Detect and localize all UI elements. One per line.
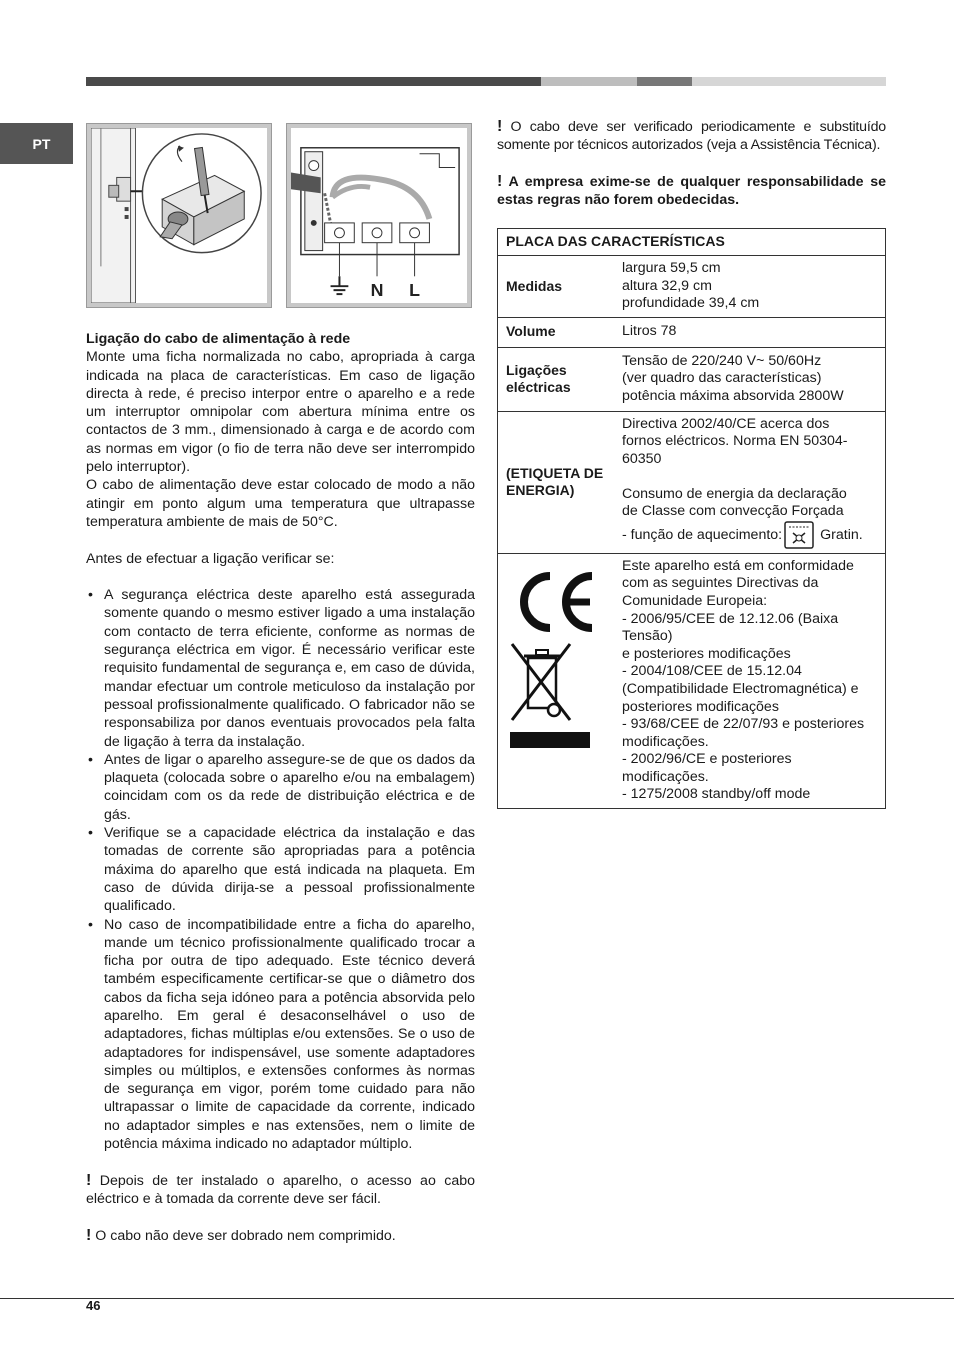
neutral-label: N bbox=[370, 280, 384, 301]
terminal-box-illustration bbox=[91, 128, 267, 303]
paragraph: Antes de efectuar a ligação verificar se: bbox=[86, 550, 335, 567]
list-item: • A segurança eléctrica deste aparelho está assegurada somente quando o mesmo estiver ligado a uma instalação com contacto de terra eficiente, conforme as normas de segurança eléctrica em vigor. É necessário verificar este requisito fundamental de segurança e, em caso de dúvida, mandar efectuar um controle meticuloso da instalação por pessoal profissionalmente qualificado. O fabricador não se responsabiliza por danos eventuais provocados pela falta de ligação à terra da instalação. bbox=[86, 586, 475, 751]
warning-note: ! Depois de ter instalado o aparelho, o acesso ao cabo eléctrico e à tomada da corrente deve ser fácil. bbox=[86, 1171, 475, 1207]
ce-mark-icon bbox=[506, 562, 596, 752]
ce-weee-symbols bbox=[498, 553, 615, 808]
left-column bbox=[86, 330, 475, 1245]
table-title: PLACA DAS CARACTERÍSTICAS bbox=[498, 229, 886, 256]
warning-mark: ! bbox=[86, 1171, 92, 1189]
page-number: 46 bbox=[86, 1298, 101, 1313]
warning-mark: ! bbox=[497, 172, 503, 190]
language-tab: PT bbox=[0, 123, 73, 164]
footer-rule bbox=[0, 1298, 954, 1299]
row-value: Litros 78 bbox=[614, 317, 886, 347]
checklist bbox=[86, 586, 475, 1153]
header-color-bar bbox=[86, 77, 886, 86]
paragraph: Monte uma ficha normalizada no cabo, apropriada à carga indicada na placa de características. Em caso de ligação directa à rede, é preciso interpor entre o aparelho e a rede um interruptor omnipolar com abertura mínima entre os contactos de 3 mm., dimensionado à carga e de acordo com as normas em vigor (o fio de terra não deve ser interrompido pelo interruptor). bbox=[86, 349, 475, 476]
row-value: largura 59,5 cm altura 32,9 cm profundidade 39,4 cm bbox=[614, 256, 886, 318]
row-key: Ligações eléctricas bbox=[498, 347, 615, 411]
section-heading: Ligação do cabo de alimentação à rede bbox=[86, 331, 351, 347]
warning-note: ! O cabo deve ser verificado periodicamente e substituído somente por técnicos autorizados (veja a Assistência Técnica). bbox=[497, 118, 886, 154]
row-value: Directiva 2002/40/CE acerca dos fornos eléctricos. Norma EN 50304-60350 Consumo de energia da declaração de Classe com convecção Forçada - função de aquecimento: Gratin. bbox=[614, 411, 886, 553]
row-key: Volume bbox=[498, 317, 615, 347]
figure-terminal-block-wiring bbox=[286, 123, 472, 308]
list-item: • No caso de incompatibilidade entre a ficha do aparelho, mande um técnico profissionalmente qualificado trocar a ficha por outra de tipo adequado. Este técnico deverá também especificamente certificar-se que o diâmetro dos cabos da ficha seja idóneo para a potência absorvida pelo aparelho. Em geral é desaconselhável o uso de adaptadores, fichas múltiplas e/ou extensões. Se o uso de adaptadores for indispensável, use somente adaptadores simples ou múltiplos, e extensões conformes às normas de segurança em vigor, porém tome cuidado para não ultrapassar o limite de capacidade da corrente, indicado no adaptador simples e nas extensões, nem o limite de potência máxima indicado no adaptador múltiplo. bbox=[86, 916, 475, 1154]
paragraph: O cabo de alimentação deve estar colocado de modo a não atingir em ponto algum uma temperatura que ultrapasse temperatura ambiente de mais de 50°C. bbox=[86, 477, 475, 530]
right-column bbox=[497, 118, 886, 209]
row-value: Tensão de 220/240 V~ 50/60Hz (ver quadro das características) potência máxima absorvida 2800W bbox=[614, 347, 886, 411]
warning-mark: ! bbox=[497, 118, 503, 135]
ce-compliance-text: Este aparelho está em conformidade com as seguintes Directivas da Comunidade Europeia: - 2006/95/CEE de 12.12.06 (Baixa Tensão) e posteriores modificações - 2004/108/CEE de 15.12.04 (Compatibilidade Electromagnética) e posteriores modificações - 93/68/CEE de 22/07/93 e posteriores modificações. - 2002/96/CE e posteriores modificações. - 1275/2008 standby/off mode bbox=[614, 553, 886, 808]
row-key: Medidas bbox=[498, 256, 615, 318]
row-key: (ETIQUETA DE ENERGIA) bbox=[498, 411, 615, 553]
warning-mark: ! bbox=[86, 1226, 92, 1244]
oven-gratin-icon bbox=[784, 521, 814, 549]
line-label: L bbox=[409, 280, 421, 301]
weee-bin-icon bbox=[510, 644, 590, 748]
warning-note: ! A empresa exime-se de qualquer responsabilidade se estas regras não forem obedecidas. bbox=[497, 172, 886, 209]
list-item: • Antes de ligar o aparelho assegure-se de que os dados da plaqueta (colocada sobre o aparelho e/ou na embalagem) coincidam com os da rede de distribuição eléctrica e de gás. bbox=[86, 751, 475, 824]
list-item: • Verifique se a capacidade eléctrica da instalação e das tomadas de corrente são apropriadas para a potência máxima do aparelho que está indicada na plaqueta. Em caso de dúvida dirija-se a pessoal profissionalmente qualificado. bbox=[86, 824, 475, 915]
characteristics-table bbox=[497, 228, 886, 809]
figure-terminal-box-opening bbox=[86, 123, 272, 308]
terminal-block-illustration bbox=[291, 128, 467, 303]
warning-note: ! O cabo não deve ser dobrado nem comprimido. bbox=[86, 1226, 396, 1244]
